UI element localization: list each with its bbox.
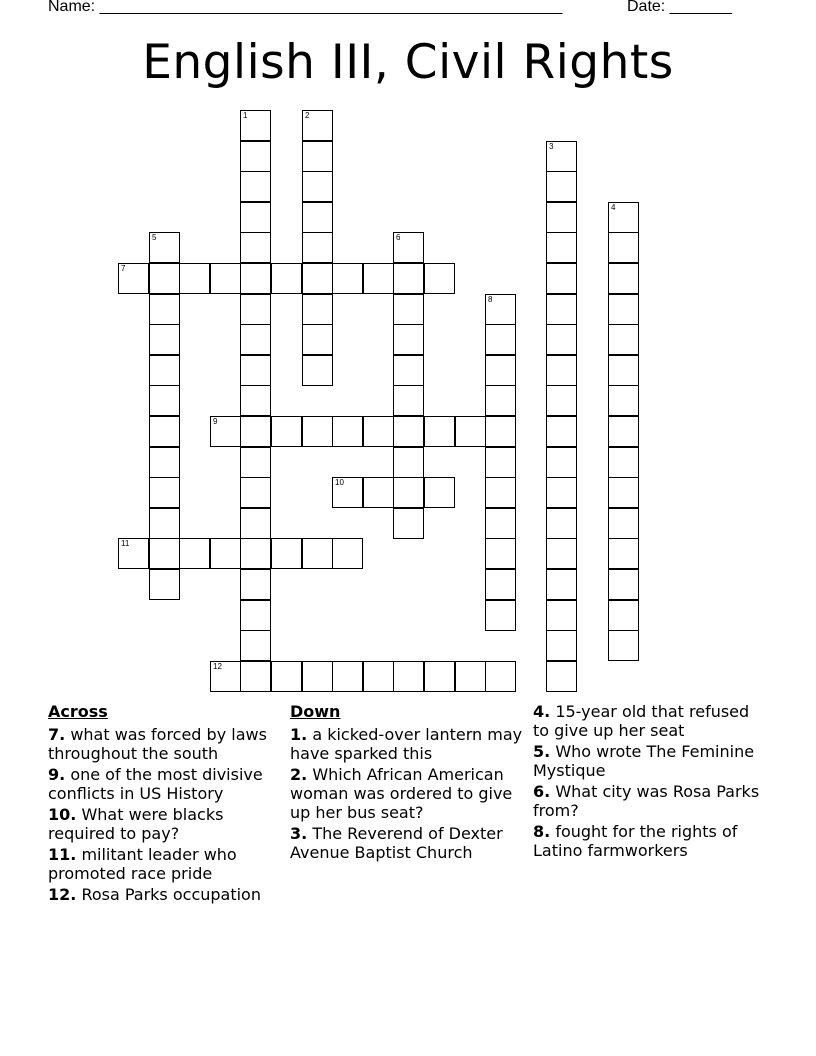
grid-cell[interactable] <box>608 232 639 263</box>
grid-cell[interactable] <box>608 508 639 539</box>
grid-cell[interactable] <box>332 538 363 569</box>
clue-down-4: 4. 15-year old that refused to give up her seat <box>533 702 750 740</box>
grid-cell[interactable] <box>302 294 333 325</box>
clue-number: 1 <box>243 111 248 120</box>
grid-cell[interactable] <box>608 416 639 447</box>
grid-cell[interactable] <box>485 385 516 416</box>
grid-cell[interactable] <box>240 630 271 661</box>
grid-cell[interactable] <box>393 355 424 386</box>
grid-cell[interactable] <box>608 477 639 508</box>
grid-cell[interactable] <box>608 630 639 661</box>
across-clues <box>48 702 284 906</box>
grid-cell[interactable] <box>149 385 180 416</box>
grid-cell[interactable] <box>240 385 271 416</box>
grid-cell[interactable] <box>546 324 577 355</box>
grid-cell[interactable] <box>302 538 333 569</box>
clue-down-1: 1. a kicked-over lantern may have sparked this <box>290 725 523 763</box>
clue-down-6: 6. What city was Rosa Parks from? <box>533 782 760 820</box>
grid-cell[interactable] <box>240 447 271 478</box>
grid-cell[interactable] <box>271 538 302 569</box>
grid-cell[interactable] <box>608 600 639 631</box>
grid-cell[interactable] <box>424 477 455 508</box>
grid-cell[interactable] <box>546 416 577 447</box>
grid-cell[interactable] <box>332 416 363 447</box>
grid-cell[interactable] <box>240 355 271 386</box>
grid-cell[interactable] <box>240 508 271 539</box>
grid-cell[interactable] <box>546 171 577 202</box>
grid-cell[interactable] <box>332 661 363 692</box>
grid-cell[interactable] <box>302 263 333 294</box>
grid-cell[interactable] <box>455 416 486 447</box>
grid-cell[interactable] <box>302 661 333 692</box>
grid-cell[interactable] <box>240 661 271 692</box>
grid-cell[interactable] <box>302 110 333 141</box>
grid-cell[interactable] <box>271 661 302 692</box>
clue-across-10: 10. What were blacks required to pay? <box>48 805 224 843</box>
grid-cell[interactable] <box>608 385 639 416</box>
grid-cell[interactable] <box>424 263 455 294</box>
clue-across-7: 7. what was forced by laws throughout the south <box>48 725 267 763</box>
grid-cell[interactable] <box>149 294 180 325</box>
grid-cell[interactable] <box>485 661 516 692</box>
grid-cell[interactable] <box>608 538 639 569</box>
grid-cell[interactable] <box>485 294 516 325</box>
grid-cell[interactable] <box>608 355 639 386</box>
clue-down-2: 2. Which African American woman was ordered to give up her bus seat? <box>290 765 513 822</box>
clue-number: 12 <box>213 662 222 671</box>
clue-across-9: 9. one of the most divisive conflicts in US History <box>48 765 263 803</box>
clue-down-5: 5. Who wrote The Feminine Mystique <box>533 742 755 780</box>
grid-cell[interactable] <box>240 232 271 263</box>
grid-cell[interactable] <box>149 569 180 600</box>
grid-cell[interactable] <box>393 385 424 416</box>
grid-cell[interactable] <box>149 447 180 478</box>
grid-cell[interactable] <box>149 355 180 386</box>
grid-cell[interactable] <box>546 355 577 386</box>
grid-cell[interactable] <box>240 171 271 202</box>
grid-cell[interactable] <box>240 569 271 600</box>
grid-cell[interactable] <box>393 294 424 325</box>
grid-cell[interactable] <box>302 232 333 263</box>
grid-cell[interactable] <box>546 263 577 294</box>
grid-cell[interactable] <box>302 355 333 386</box>
grid-cell[interactable] <box>485 477 516 508</box>
grid-cell[interactable] <box>240 294 271 325</box>
grid-cell[interactable] <box>149 416 180 447</box>
grid-cell[interactable] <box>240 263 271 294</box>
grid-cell[interactable] <box>546 294 577 325</box>
grid-cell[interactable] <box>302 416 333 447</box>
grid-cell[interactable] <box>546 477 577 508</box>
grid-cell[interactable] <box>546 385 577 416</box>
clue-number: 4 <box>611 203 616 212</box>
grid-cell[interactable] <box>332 477 363 508</box>
clue-number: 5 <box>152 233 157 242</box>
grid-cell[interactable] <box>271 263 302 294</box>
grid-cell[interactable] <box>608 294 639 325</box>
grid-cell[interactable] <box>210 416 241 447</box>
grid-cell[interactable] <box>485 600 516 631</box>
grid-cell[interactable] <box>546 661 577 692</box>
page-title: English III, Civil Rights <box>142 35 674 90</box>
grid-cell[interactable] <box>240 141 271 172</box>
grid-cell[interactable] <box>210 263 241 294</box>
grid-cell[interactable] <box>608 324 639 355</box>
grid-cell[interactable] <box>485 447 516 478</box>
grid-cell[interactable] <box>240 600 271 631</box>
clue-across-12: 12. Rosa Parks occupation <box>48 885 261 904</box>
grid-cell[interactable] <box>546 508 577 539</box>
grid-cell[interactable] <box>393 416 424 447</box>
grid-cell[interactable] <box>332 263 363 294</box>
grid-cell[interactable] <box>363 416 394 447</box>
grid-cell[interactable] <box>179 263 210 294</box>
date-field-line: Date: _______ <box>627 0 732 15</box>
grid-cell[interactable] <box>485 324 516 355</box>
grid-cell[interactable] <box>240 416 271 447</box>
grid-cell[interactable] <box>210 661 241 692</box>
grid-cell[interactable] <box>240 202 271 233</box>
grid-cell[interactable] <box>240 324 271 355</box>
down-clues-column-2 <box>533 702 769 862</box>
grid-cell[interactable] <box>485 416 516 447</box>
clue-number: 2 <box>305 111 310 120</box>
clue-number: 11 <box>121 539 130 548</box>
grid-cell[interactable] <box>302 171 333 202</box>
grid-cell[interactable] <box>485 569 516 600</box>
grid-cell[interactable] <box>393 263 424 294</box>
clue-number: 6 <box>396 233 401 242</box>
down-heading: Down <box>290 702 341 721</box>
grid-cell[interactable] <box>546 630 577 661</box>
grid-cell[interactable] <box>149 477 180 508</box>
grid-cell[interactable] <box>393 477 424 508</box>
clue-number: 8 <box>488 295 493 304</box>
clue-number: 3 <box>549 142 554 151</box>
grid-cell[interactable] <box>546 569 577 600</box>
grid-cell[interactable] <box>363 477 394 508</box>
grid-cell[interactable] <box>455 661 486 692</box>
grid-cell[interactable] <box>546 447 577 478</box>
grid-cell[interactable] <box>210 538 241 569</box>
grid-cell[interactable] <box>149 538 180 569</box>
grid-cell[interactable] <box>393 232 424 263</box>
grid-cell[interactable] <box>149 508 180 539</box>
grid-cell[interactable] <box>608 202 639 233</box>
grid-cell[interactable] <box>546 232 577 263</box>
across-heading: Across <box>48 702 108 721</box>
grid-cell[interactable] <box>302 324 333 355</box>
clue-number: 10 <box>335 478 344 487</box>
clue-down-8: 8. fought for the rights of Latino farmworkers <box>533 822 738 860</box>
grid-cell[interactable] <box>424 661 455 692</box>
grid-cell[interactable] <box>271 416 302 447</box>
grid-cell[interactable] <box>608 263 639 294</box>
grid-cell[interactable] <box>608 447 639 478</box>
grid-cell[interactable] <box>393 661 424 692</box>
grid-cell[interactable] <box>302 202 333 233</box>
grid-cell[interactable] <box>546 202 577 233</box>
grid-cell[interactable] <box>546 538 577 569</box>
down-clues-column-1 <box>290 702 526 864</box>
grid-cell[interactable] <box>485 538 516 569</box>
grid-cell[interactable] <box>393 447 424 478</box>
grid-cell[interactable] <box>149 232 180 263</box>
clue-across-11: 11. militant leader who promoted race pride <box>48 845 237 883</box>
grid-cell[interactable] <box>393 324 424 355</box>
grid-cell[interactable] <box>302 141 333 172</box>
clue-number: 7 <box>121 264 126 273</box>
grid-cell[interactable] <box>546 141 577 172</box>
grid-cell[interactable] <box>546 600 577 631</box>
grid-cell[interactable] <box>608 569 639 600</box>
grid-cell[interactable] <box>179 538 210 569</box>
grid-cell[interactable] <box>485 508 516 539</box>
grid-cell[interactable] <box>149 324 180 355</box>
grid-cell[interactable] <box>240 477 271 508</box>
grid-cell[interactable] <box>149 263 180 294</box>
grid-cell[interactable] <box>240 110 271 141</box>
grid-cell[interactable] <box>393 508 424 539</box>
grid-cell[interactable] <box>118 263 149 294</box>
grid-cell[interactable] <box>363 263 394 294</box>
grid-cell[interactable] <box>240 538 271 569</box>
grid-cell[interactable] <box>118 538 149 569</box>
clue-down-3: 3. The Reverend of Dexter Avenue Baptist Church <box>290 824 503 862</box>
grid-cell[interactable] <box>424 416 455 447</box>
clue-number: 9 <box>213 417 218 426</box>
grid-cell[interactable] <box>485 355 516 386</box>
grid-cell[interactable] <box>363 661 394 692</box>
name-field-line: Name: ____________________________________________________ <box>48 0 563 15</box>
